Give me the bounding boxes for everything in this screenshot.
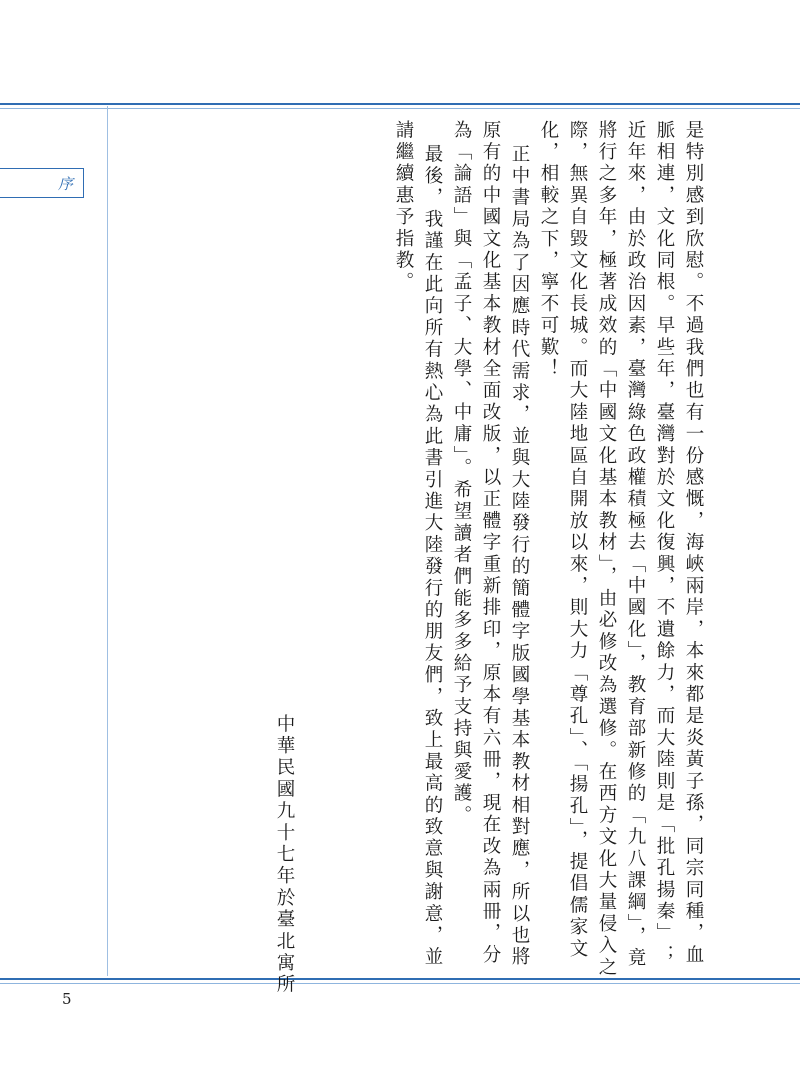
- page-number: 5: [62, 990, 72, 1008]
- paragraph: 最後，我謹在此向所有熱心為此書引進大陸發行的朋友們，致上最高的致意與謝意，並請繼續惠予指教。: [393, 120, 443, 969]
- preface-text: [389, 120, 708, 980]
- margin-divider: [107, 106, 108, 976]
- paragraph: 正中書局為了因應時代需求，並與大陸發行的簡體字版國學基本教材相對應，所以也將原有的中國文化基本教材全面改版，以正體字重新排印，原本有六冊，現在改為兩冊，分為「論語」與「孟子、大學、中庸」。希望讀者們能多多給予支持與愛護。: [451, 120, 530, 969]
- section-tab: [0, 168, 84, 198]
- section-label: 序: [57, 174, 73, 193]
- paragraph: 是特別感到欣慰。不過我們也有一份感慨，海峽兩岸，本來都是炎黃子孫，同宗同種，血脈相連，文化同根。早些年，臺灣對於文化復興，不遺餘力，而大陸則是「批孔揚秦」；近年來，由於政治因素，臺灣綠色政權積極去「中國化」，教育部新修的「九八課綱」，竟將行之多年，極著成效的「中國文化基本教材」，由必修改為選修。在西方文化大量侵入之際，無異自毀文化長城。而大陸地區自開放以來，則大力「尊孔」、「揚孔」，提倡儒家文化，相較之下，寧不可歎！: [538, 120, 704, 979]
- signature-line: 中華民國九十七年於臺北寓所: [274, 714, 295, 997]
- top-border-rule: [0, 103, 800, 105]
